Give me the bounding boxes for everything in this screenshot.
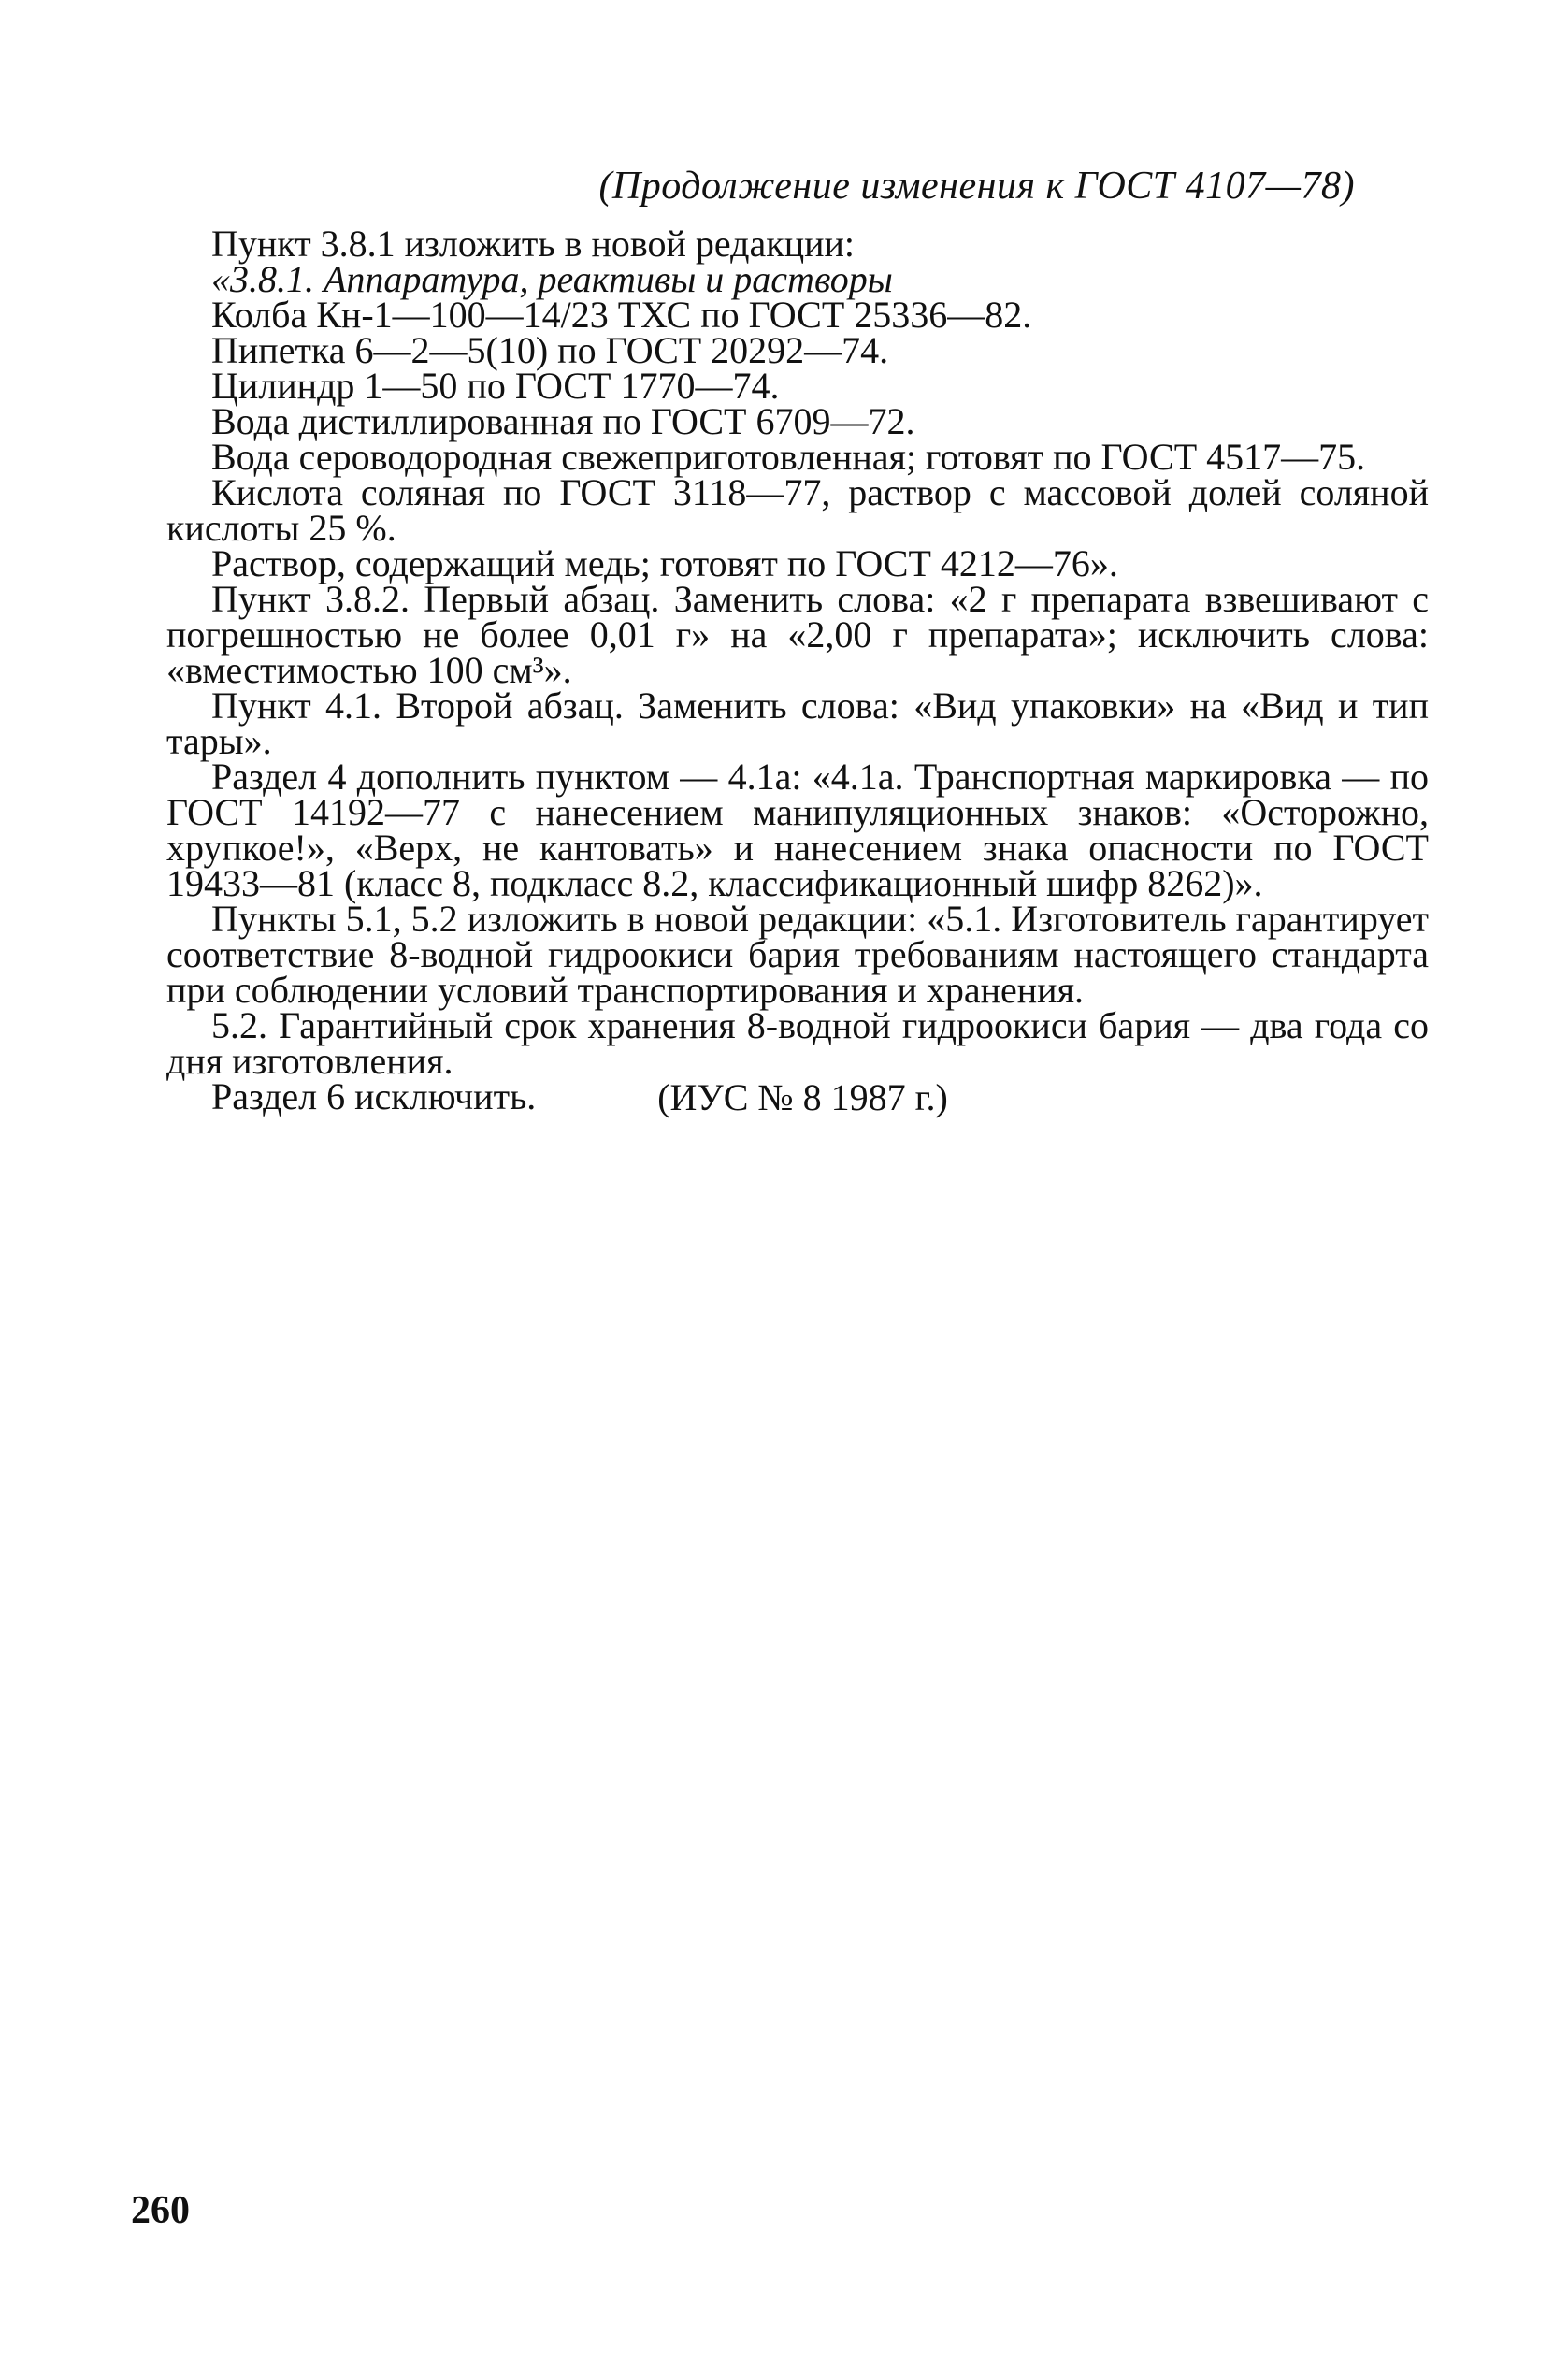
page-number: 260 — [131, 2189, 190, 2232]
paragraph: 5.2. Гарантийный срок хранения 8-водной гидроокиси бария — два года со дня изготовления. — [166, 1004, 1429, 1082]
paragraph: Кислота соляная по ГОСТ 3118—77, раствор с массовой долей соляной кислоты 25 %. — [166, 471, 1429, 549]
source-reference: (ИУС № 8 1987 г.) — [657, 1076, 948, 1118]
paragraph: Раздел 6 исключить. — [211, 1075, 537, 1117]
paragraph: Пункты 5.1, 5.2 изложить в новой редакции: «5.1. Изготовитель гарантирует соответствие 8-водной гидроокиси бария требованиям настоящего стандарта при соблюдении условий транспортирования и хранения. — [166, 898, 1429, 1011]
paragraph: Пункт 3.8.2. Первый абзац. Заменить слова: «2 г препарата взвешивают с погрешностью не более 0,01 г» на «2,00 г препарата»; исключить слова: «вместимостью 100 см³». — [166, 578, 1429, 691]
paragraph: Вода дистиллированная по ГОСТ 6709—72. — [211, 400, 915, 442]
paragraph: Раздел 4 дополнить пунктом — 4.1а: «4.1а. Транспортная маркировка — по ГОСТ 14192—77 с нанесением манипуляционных знаков: «Осторожно, хрупкое!», «Верх, не кантовать» и нанесением знака опасности по ГОСТ 19433—81 (класс 8, подкласс 8.2, классификационный шифр 8262)». — [166, 756, 1429, 904]
paragraph: Пункт 3.8.1 изложить в новой редакции: — [211, 223, 856, 265]
paragraph: Раствор, содержащий медь; готовят по ГОСТ 4212—76». — [211, 542, 1118, 584]
paragraph-subheading: «3.8.1. Аппаратура, реактивы и растворы — [211, 258, 893, 300]
page-header: (Продолжение изменения к ГОСТ 4107—78) — [598, 165, 1355, 208]
paragraph: Пипетка 6—2—5(10) по ГОСТ 20292—74. — [211, 329, 889, 371]
paragraph: Пункт 4.1. Второй абзац. Заменить слова: «Вид упаковки» на «Вид и тип тары». — [166, 684, 1429, 762]
paragraph: Колба Кн-1—100—14/23 ТХС по ГОСТ 25336—82. — [211, 294, 1032, 336]
paragraph: Вода сероводородная свежеприготовленная; готовят по ГОСТ 4517—75. — [211, 436, 1366, 478]
paragraph: Цилиндр 1—50 по ГОСТ 1770—74. — [211, 365, 780, 407]
document-body — [166, 223, 1429, 1117]
